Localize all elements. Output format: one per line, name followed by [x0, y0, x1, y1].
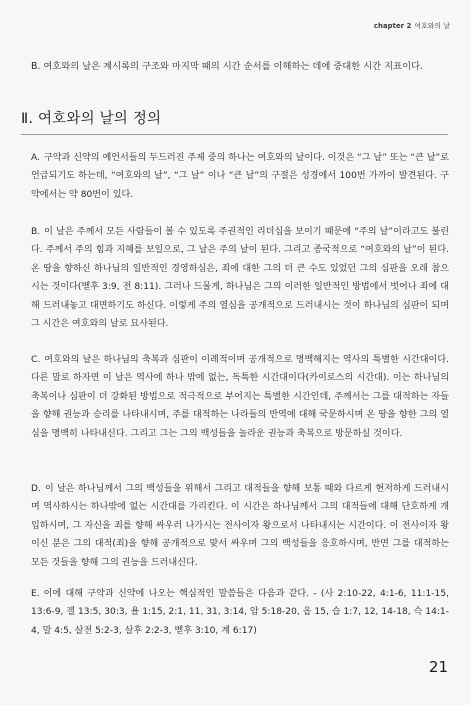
paragraph-text: 이에 대해 구약과 신약에 나오는 핵심적인 말씀들은 다음과 같다. - (사 2:10-22, 4:1-6, 11:1-15, 13:6-9, 겔 13:5, 30:3, 욜 1:15, 2:1, 11, 31, 3:14, 암 5:18-20, 옵 15, 습 1:7, 12, 14-18, 슥 14:1-4, 말 4:5, 살전 5:2-3, 살후 2:2-3, 벧후 3:10, 계 6:17) [31, 589, 449, 636]
chapter-label: chapter 2 [373, 22, 412, 30]
chapter-title: 여호와의 날 [414, 22, 450, 30]
paragraph-c [31, 351, 449, 443]
paragraph-text: 구약과 신약의 예언서들의 두드러진 주제 중의 하나는 여호와의 날이다. 이것은 “그 날” 또는 “큰 날”로 언급되기도 하는데, “여호와의 날”, “그 날” 이나 “큰 날”의 구절은 성경에서 100번 가까이 발견된다. 구약에서는 약 80번이 있다. [31, 153, 449, 200]
page-number: 21 [428, 658, 448, 676]
intro-label: B. [31, 61, 41, 72]
paragraph-label: E. [31, 589, 40, 599]
paragraph-label: A. [31, 153, 40, 163]
section-title: Ⅱ. 여호와의 날의 정의 [21, 111, 162, 127]
paragraph-d [31, 480, 449, 572]
paragraph-text: 이 날은 주께서 모든 사람들이 볼 수 있도록 주권적인 리더십을 보이기 때문에 “주의 날”이라고도 불린다. 주께서 주의 힘과 지혜를 보일으로, 그 날은 주의 날이 된다. 그리고 종국적으로 “여호와의 날”이 된다. 온 땅을 향하신 하나님의 일반적인 경영하심은, 죄에 대한 그의 더 큰 수도 있었던 그의 심판을 오래 참으시는 것이다(벧후 3:9, 전 8:11). 그러나 드물게, 하나님은 그의 이러한 일반적인 방법에서 벗어나 죄에 대해 드러내놓고 대면하기도 하신다. 이렇게 주의 열심을 공개적으로 드러내시는 것이 하나님의 심판이 되며 그 시간은 여호와의 날로 묘사된다. [31, 227, 449, 330]
paragraph-b [31, 223, 449, 333]
running-header [374, 20, 450, 30]
intro-paragraph [31, 59, 441, 75]
paragraph-label: B. [31, 227, 41, 237]
section-divider [21, 134, 448, 135]
intro-text: 여호와의 날은 계시록의 구조와 마지막 때의 시간 순서를 이해하는 데에 중대한 시간 지표이다. [43, 61, 424, 72]
paragraph-text: 이 날은 하나님께서 그의 백성들을 위해서 그리고 대적들을 향해 보통 때와 다르게 현저하게 드러내시며 역사하시는 하나밖에 없는 시간대를 가리킨다. 이 시간은 하나님께서 그의 대적들에 대해 단호하게 개입하시며, 그 자신을 죄를 향해 싸우러 나가시는 전사이자 왕으로서 나타내시는 시간이다. 이 전사이자 왕이신 분은 그의 대적(죄)을 향해 공개적으로 맞서 싸우며 그의 백성들을 응호하시며, 반면 그를 대적하는 모든 것들을 향해 그의 권능을 드러내신다. [31, 484, 449, 568]
paragraph-text: 여호와의 날은 하나님의 축복과 심판이 이례적이며 공개적으로 명백해지는 역사의 특별한 시간대이다. 다른 말로 하자면 이 날은 역사에 하나 밖에 없는, 독특한 시간대이다(카이로스의 시간대). 이는 하나님의 축복이나 심판이 더 강화된 방법으로 적극적으로 부어지는 특별한 시간인데, 주께서는 그를 대적하는 자들을 향해 권능과 승리를 나타내시며, 주를 대적하는 나라들의 반역에 대해 국문하시며 온 땅을 향한 그의 열심을 명백히 나타내신다. 그리고 그는 그의 백성들을 놀라운 권능과 축복으로 방문하실 것이다. [31, 355, 449, 439]
paragraph-e [31, 585, 449, 640]
paragraph-a [31, 149, 449, 204]
paragraph-label: C. [31, 355, 41, 365]
paragraph-label: D. [31, 484, 41, 494]
